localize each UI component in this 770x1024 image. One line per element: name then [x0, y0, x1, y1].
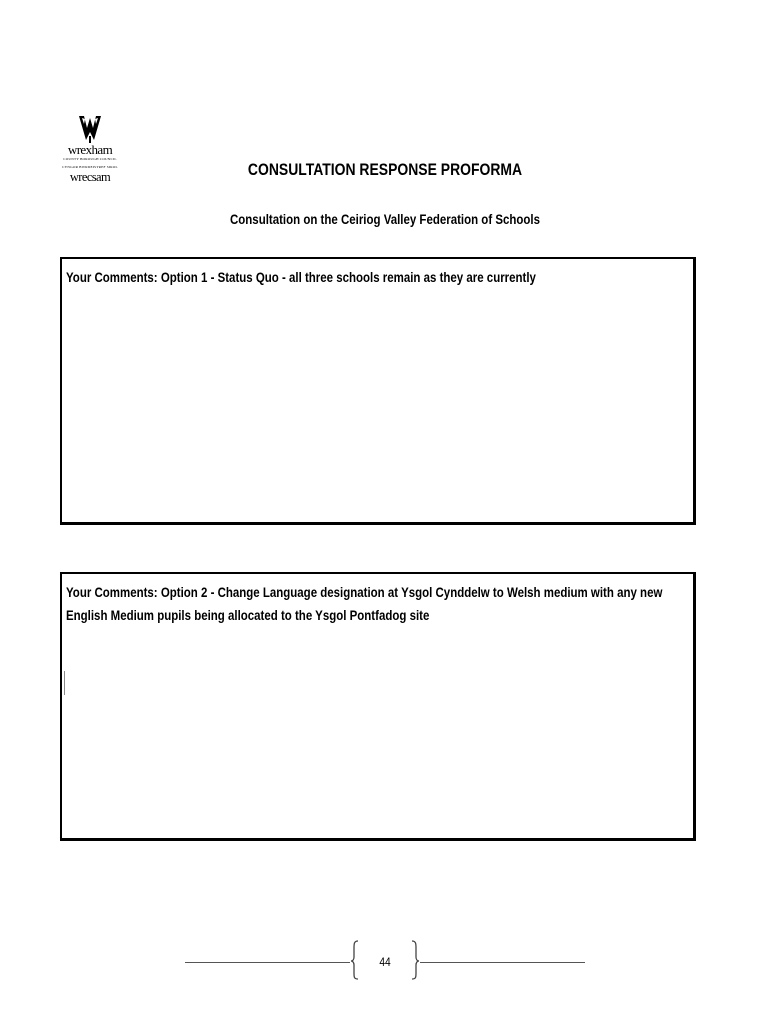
logo-wordmark-welsh: wrecsam	[69, 170, 111, 184]
page-title: CONSULTATION RESPONSE PROFORMA	[247, 160, 523, 179]
comments-box-option-1	[60, 257, 696, 525]
comments-field-option-2[interactable]	[66, 634, 689, 834]
page-subtitle: Consultation on the Ceiriog Valley Federation of Schools	[229, 211, 540, 227]
comments-field-option-1[interactable]	[66, 319, 689, 518]
council-logo	[60, 114, 120, 194]
logo-wordmark-english: wrexham	[67, 142, 113, 157]
comments-label-option-2: Your Comments: Option 2 - Change Language designation at Ysgol Cynddelw to Welsh medium with any new English Medium pupils being allocated to the Ysgol Pontfadog site	[66, 584, 663, 623]
footer-rule-left	[185, 962, 350, 963]
text-cursor	[64, 671, 65, 695]
dragon-emblem-icon	[60, 114, 120, 144]
comments-box-option-2	[60, 572, 696, 841]
left-brace-icon	[350, 940, 360, 980]
right-brace-icon	[410, 940, 420, 980]
comments-label-option-1: Your Comments: Option 1 - Status Quo - all three schools remain as they are currently	[66, 269, 536, 285]
logo-tagline-english: COUNTY BOROUGH COUNCIL	[63, 157, 117, 161]
logo-tagline-welsh: CYNGOR BWRDEISTREF SIROL	[62, 165, 118, 169]
page-number: 44	[379, 955, 391, 969]
footer-rule-right	[420, 962, 585, 963]
